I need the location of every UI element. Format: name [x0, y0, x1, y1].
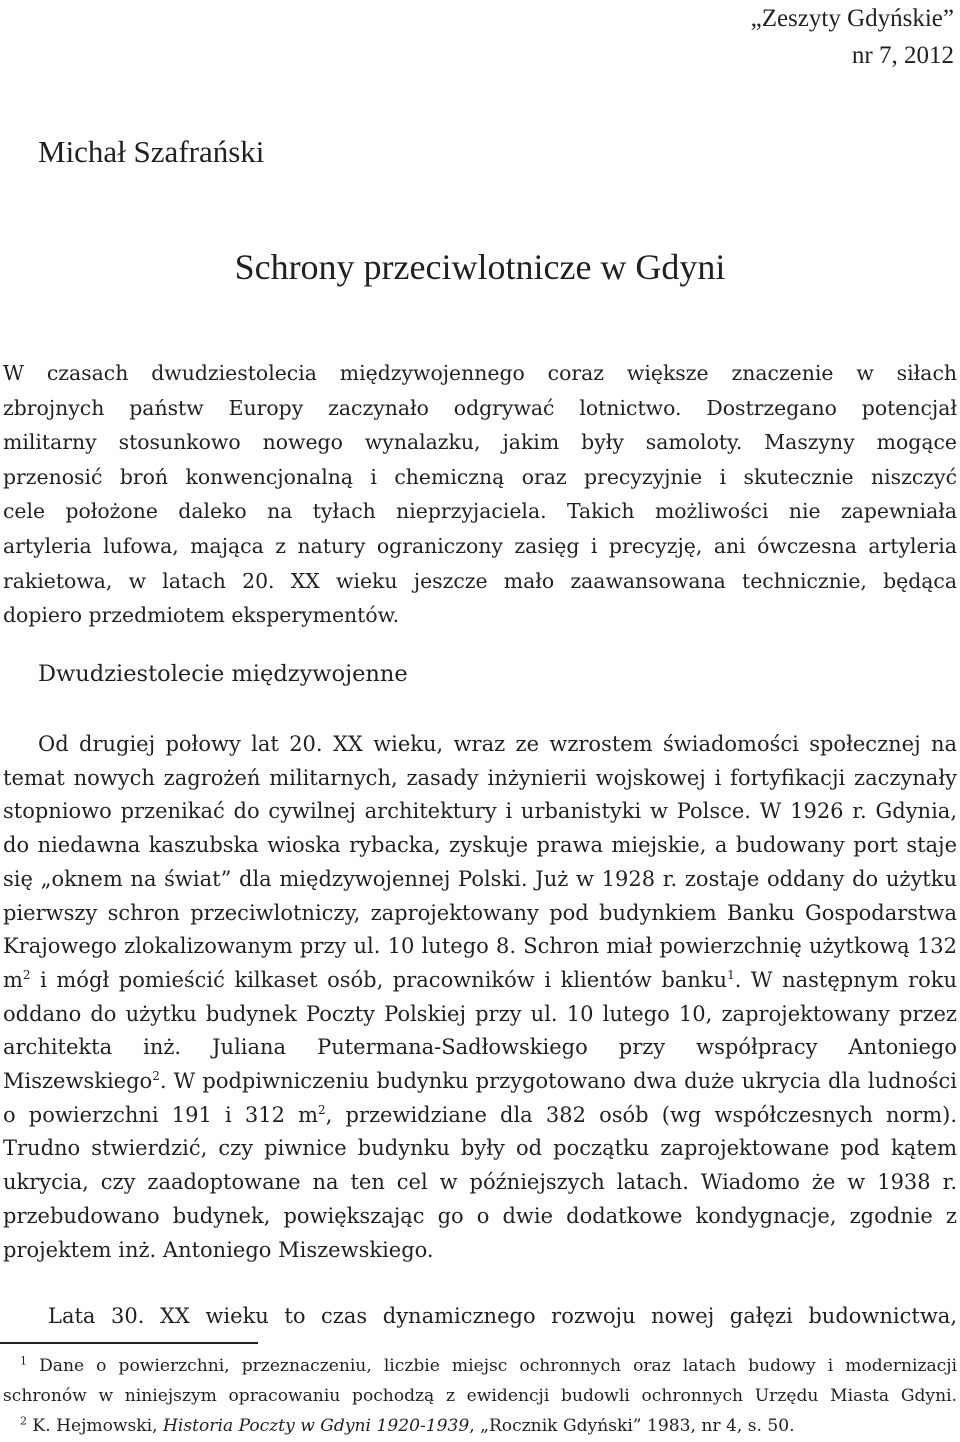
footnote-text: , „Rocznik Gdyński” 1983, nr 4, s. 50. — [469, 1416, 795, 1436]
body-text: , przewidziane dla 382 osób (wg współczesnych norm). Trudno stwierdzić, czy piwnice budynku były od początku zaprojektowane pod kątem ukrycia, czy zaadoptowane na ten cel w późniejszych latach. Wiadomo że w 1938 r. przebudowano budynek, powiększając go o dwie dodatkowe kondygnacje, zgodnie z projektem inż. Antoniego Miszewskiego. — [3, 1102, 958, 1262]
section-heading: Dwudziestolecie międzywojenne — [38, 661, 408, 687]
body-text: . W następnym roku oddano do użytku budynek Poczty Polskiej przy ul. 10 lutego 10, zaprojektowany przez architekta inż. Juliana Putermana-Sadłowskiego przy współpracy Antoniego Miszewskiego — [3, 967, 957, 1094]
body-text: i mógł pomieścić kilkaset osób, pracowników i klientów banku — [30, 967, 728, 992]
superscript-unit: 2 — [22, 967, 31, 982]
footnote-divider — [0, 1342, 258, 1344]
footnote-ref-1[interactable]: 1 — [727, 967, 735, 982]
intro-line: artyleria lufowa, mająca z natury ograniczony zasięg i precyzję, ani ówczesna artyleria — [3, 533, 957, 558]
intro-line: przenosić broń konwencjonalną i chemiczną oraz precyzyjnie i skutecznie niszczyć — [3, 464, 957, 489]
footnote-text: Dane o powierzchni, przeznaczeniu, liczbie miejsc ochronnych oraz latach budowy i modernizacji schronów w niniejszym opracowaniu pochodzą z ewidencji budowli ochronnych Urzędu Miasta Gdyni. — [3, 1356, 957, 1406]
footnote-ref-2[interactable]: 2 — [152, 1069, 160, 1084]
intro-line: W czasach dwudziestolecia międzywojennego coraz większe znaczenie w siłach — [3, 361, 957, 385]
footnote-number: 2 — [20, 1414, 27, 1428]
journal-header — [751, 0, 954, 74]
body-text: Od drugiej połowy lat 20. XX wieku, wraz ze wzrostem świadomości społecznej na temat nowych zagrożeń militarnych, zasady inżynierii wojskowej i fortyfikacji zaczynały stopniowo przenikać do cywilnej architektury i urbanistyki w Polsce. W 1926 r. Gdynia, do niedawna kaszubska wioska rybacka, zyskuje prawa miejskie, a budowany port staje się „oknem na świat” dla międzywojennej Polski. Już w 1928 r. zostaje oddany do użytku pierwszy schron przeciwlotniczy, zaprojektowany pod budynkiem Banku Gospodarstwa Krajowego zlokalizowanym przy ul. 10 lutego 8. Schron miał powierzchnię użytkową 132 m — [3, 732, 957, 992]
intro-line: dopiero przedmiotem eksperymentów. — [3, 603, 400, 628]
superscript-unit: 2 — [318, 1102, 326, 1117]
intro-line: zbrojnych państw Europy zaczynało odgrywać lotnictwo. Dostrzegano potencjał — [3, 395, 957, 420]
intro-paragraph — [3, 356, 957, 633]
footnote-1 — [3, 1351, 957, 1411]
body-paragraph-continued: Lata 30. XX wieku to czas dynamicznego rozwoju nowej gałęzi budownictwa, — [48, 1304, 957, 1328]
journal-issue: nr 7, 2012 — [851, 42, 954, 69]
author-name: Michał Szafrański — [38, 134, 265, 169]
footnote-2 — [3, 1411, 957, 1441]
intro-line: rakietowa, w latach 20. XX wieku jeszcze mało zaawansowana technicznie, będąca — [3, 568, 957, 593]
article-title: Schrony przeciwlotnicze w Gdyni — [234, 247, 726, 287]
footnote-text: K. Hejmowski, — [27, 1416, 163, 1436]
journal-title: „Zeszyty Gdyńskie” — [750, 5, 954, 32]
footnote-number: 1 — [20, 1354, 27, 1368]
body-paragraph — [3, 728, 957, 1267]
intro-line: militarny stosunkowo nowego wynalazku, jakim były samoloty. Maszyny mogące — [3, 430, 957, 455]
intro-line: cele położone daleko na tyłach nieprzyjaciela. Takich możliwości nie zapewniała — [3, 499, 957, 524]
body-text: . W podpiwniczeniu budynku przygotowano dwa duże ukrycia dla ludności o powierzchni 191 i 312 m — [3, 1069, 957, 1127]
footnote-book-title: Historia Poczty w Gdyni 1920-1939 — [163, 1416, 470, 1436]
